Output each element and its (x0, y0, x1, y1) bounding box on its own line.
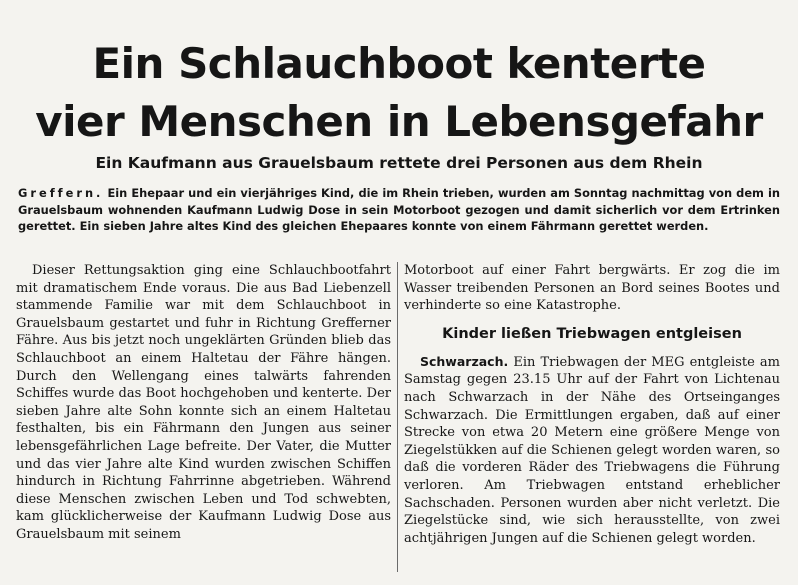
second-article-heading: Kinder ließen Triebwagen entgleisen (442, 325, 742, 342)
headline-line-2: vier Menschen in Lebensgefahr (35, 97, 763, 146)
left-column (16, 262, 391, 544)
body-left-text: Dieser Rettungsaktion ging eine Schlauchbootfahrt mit dramatischem Ende voraus. Die aus Bad Liebenzell stammende Familie war mit dem Schlauchboot in Grauelsbaum gestartet und fuhr in Richtung Grefferner Fähre. Aus bis jetzt noch ungeklärten Gründen blieb das Schlauchboot an einem Haltetau der Fähre hängen. Durch den Wellengang eines talwärts fahrenden Schiffes wurde das Boot hochgehoben und kenterte. Der sieben Jahre alte Sohn konnte sich an einem Haltetau festhalten, bis ein Fährmann den Jungen aus seiner lebensgefährlichen Lage befreite. Der Vater, die Mutter und das vier Jahre alte Kind wurden zwischen Schiffen hindurch in Richtung Fahrrinne abgetrieben. Während diese Menschen zwischen Leben und Tod schwebten, kam glücklicherweise der Kaufmann Ludwig Dose aus Grauelsbaum mit seinem (16, 263, 391, 542)
subheadline: Ein Kaufmann aus Grauelsbaum rettete drei Personen aus dem Rhein (95, 154, 703, 172)
column-divider (397, 262, 398, 572)
right-column (404, 262, 780, 547)
lead-dateline: Greffern. (18, 186, 104, 200)
lead-paragraph (18, 185, 780, 235)
body-right-continuation: Motorboot auf einer Fahrt bergwärts. Er zog die im Wasser treibenden Personen an Bord seines Bootes und verhinderte so eine Katastrophe. (404, 263, 780, 314)
second-article-text: Ein Triebwagen der MEG entgleiste am Samstag gegen 23.15 Uhr auf der Fahrt von Lichtenau nach Schwarzach in der Nähe des Ortseinganges Schwarzach. Die Ermittlungen ergaben, daß auf einer Strecke von etwa 20 Metern eine größere Menge von Ziegelstükken auf die Schienen gelegt worden waren, so daß die vorderen Räder des Triebwagens die Führung verloren. Am Triebwagen entstand erheblicher Sachschaden. Personen wurden aber nicht verletzt. Die Ziegelstücke sind, wie sich herausstellte, von zwei achtjährigen Jungen auf die Schienen gelegt worden. (404, 354, 780, 546)
lead-text: Ein Ehepaar und ein vierjähriges Kind, die im Rhein trieben, wurden am Sonntag nachmittag von dem in Grauelsbaum wohnenden Kaufmann Ludwig Dose in sein Motorboot gezogen und damit sicherlich vor dem Ertrinken gerettet. Ein sieben Jahre altes Kind des gleichen Ehepaares konnte von einem Fährmann gerettet werden. (18, 186, 780, 233)
second-article-dateline: Schwarzach. (420, 353, 509, 369)
second-article-paragraph (404, 353, 780, 548)
headline-line-1: Ein Schlauchboot kenterte (92, 39, 706, 88)
